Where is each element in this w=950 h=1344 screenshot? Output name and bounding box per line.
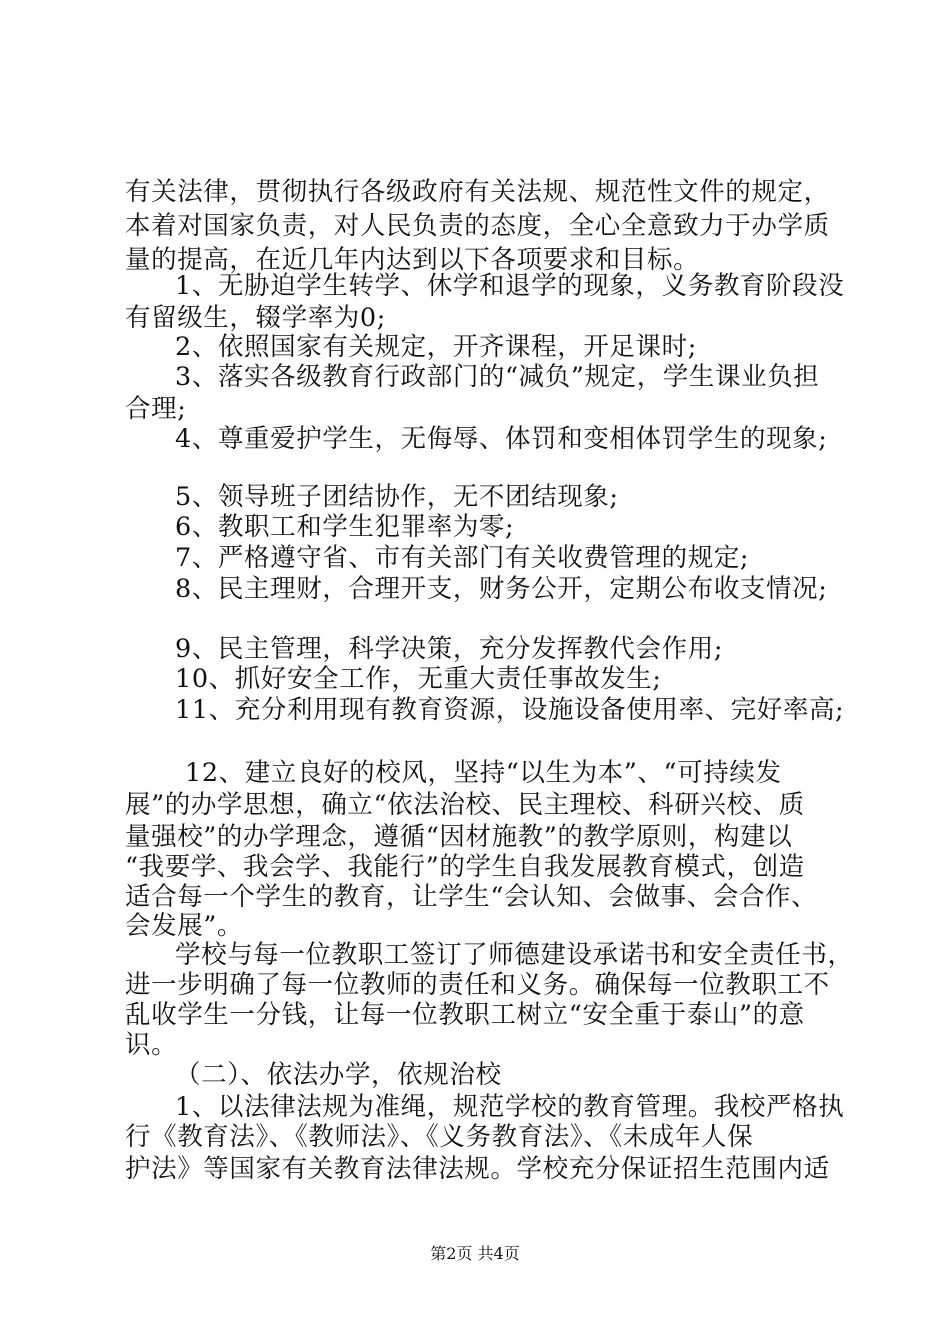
body-line: 量的提高，在近几年内达到以下各项要求和目标。 <box>125 245 700 275</box>
list-item: 3、落实各级教育行政部门的“减负”规定，学生课业负担 <box>175 362 820 392</box>
list-item: 12、建立良好的校风，坚持“以生为本”、“可持续发 <box>185 758 782 788</box>
body-line: 本着对国家负责，对人民负责的态度，全心全意致力于办学质 <box>125 211 830 241</box>
list-item: 2、依照国家有关规定，开齐课程，开足课时; <box>175 332 697 362</box>
body-line: 乱收学生一分钱，让每一位教职工树立“安全重于泰山”的意 <box>125 1000 805 1030</box>
body-line: 适合每一个学生的教育，让学生“会认知、会做事、会合作、 <box>125 882 818 912</box>
page-footer: 第2页 共4页 <box>430 1244 520 1263</box>
list-item: 10、抓好安全工作，无重大责任事故发生; <box>175 664 662 694</box>
paragraph-start: 学校与每一位教职工签订了师德建设承诺书和安全责任书， <box>175 940 854 970</box>
body-line: 进一步明确了每一位教师的责任和义务。确保每一位教职工不 <box>125 970 830 1000</box>
body-line: 会发展”。 <box>125 911 244 941</box>
body-line: 展”的办学思想，确立“依法治校、民主理校、科研兴校、质 <box>125 790 805 820</box>
list-item: 6、教职工和学生犯罪率为零; <box>175 512 515 542</box>
list-item: 5、领导班子团结协作，无不团结现象; <box>175 482 619 512</box>
body-line: 有关法律，贯彻执行各级政府有关法规、规范性文件的规定， <box>125 177 830 207</box>
body-line: 量强校”的办学理念，遵循“因材施教”的教学原则，构建以 <box>125 822 793 852</box>
list-item: 8、民主理财，合理开支，财务公开，定期公布收支情况; <box>175 574 828 604</box>
paragraph-start: 1、以法律法规为准绳，规范学校的教育管理。我校严格执 <box>175 1092 845 1122</box>
body-line: 识。 <box>125 1030 178 1060</box>
list-item: 11、充分利用现有教育资源，设施设备使用率、完好率高; <box>175 695 845 725</box>
body-line: 有留级生，辍学率为0; <box>125 303 386 333</box>
list-item: 1、无胁迫学生转学、休学和退学的现象，义务教育阶段没 <box>175 271 845 301</box>
list-item: 4、尊重爱护学生，无侮辱、体罚和变相体罚学生的现象; <box>175 424 828 454</box>
list-item: 7、严格遵守省、市有关部门有关收费管理的规定; <box>175 543 750 573</box>
list-item: 9、民主管理，科学决策，充分发挥教代会作用; <box>175 634 724 664</box>
body-line: 护法》等国家有关教育法律法规。学校充分保证招生范围内适 <box>125 1154 830 1184</box>
section-heading: （二）、依法办学，依规治校 <box>175 1060 502 1090</box>
body-line: 行《教育法》、《教师法》、《义务教育法》、《未成年人保 <box>125 1122 754 1152</box>
body-line: 合理; <box>125 394 187 424</box>
body-line: “我要学、我会学、我能行”的学生自我发展教育模式，创造 <box>125 852 805 882</box>
